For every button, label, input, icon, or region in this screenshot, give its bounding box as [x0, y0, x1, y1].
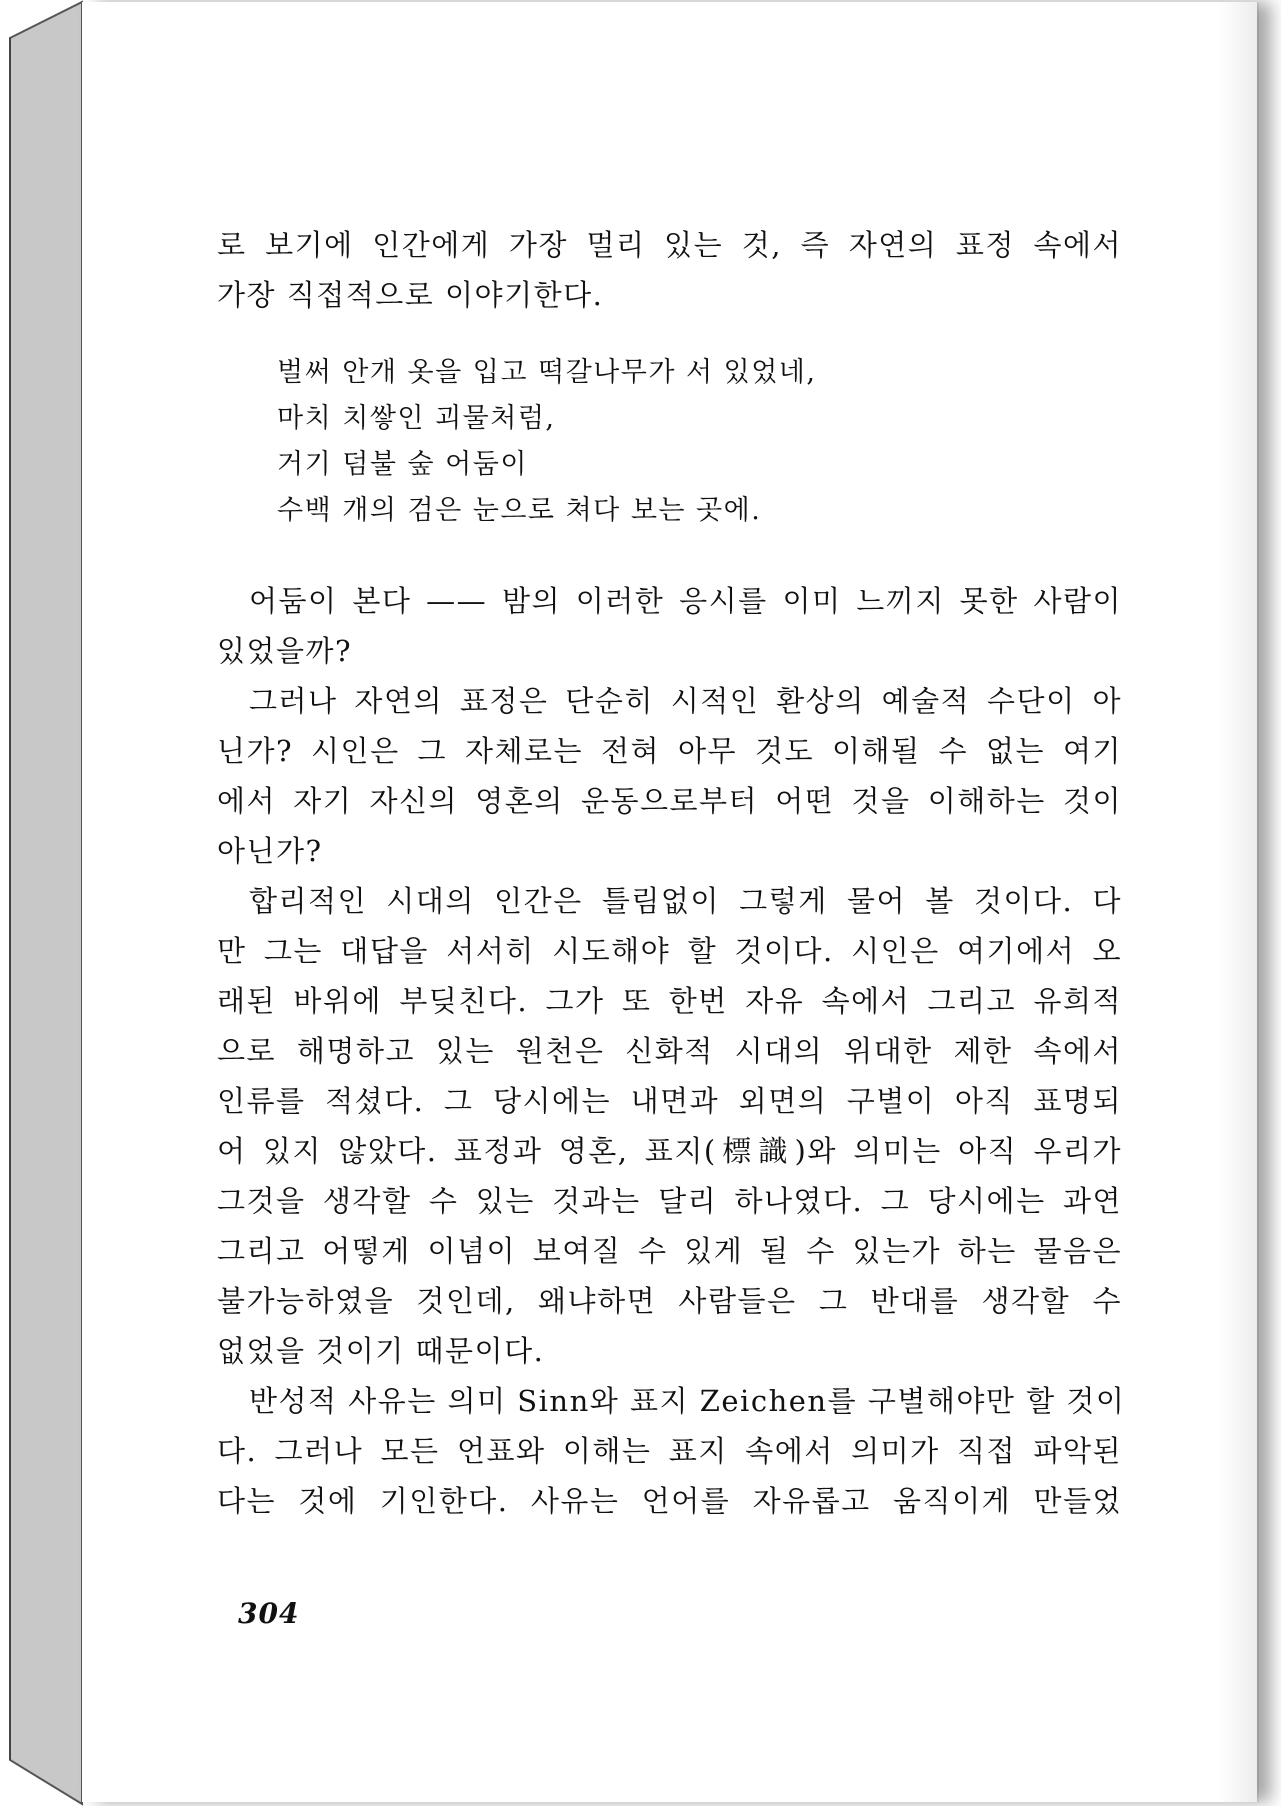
- poem-line: 거기 덤불 숲 어둠이: [277, 449, 528, 480]
- text-line: 닌가? 시인은 그 자체로는 전혀 아무 것도 이해될 수 없는 여기: [217, 734, 1122, 768]
- text-line: 있었을까?: [217, 634, 353, 668]
- text-line: 그리고 어떻게 이념이 보여질 수 있게 될 수 있는가 하는 물음은: [217, 1234, 1122, 1268]
- text-line: 합리적인 시대의 인간은 틀림없이 그렇게 물어 볼 것이다. 다: [249, 884, 1122, 918]
- text-line: 어 있지 않았다. 표정과 영혼, 표지(標識)와 의미는 아직 우리가: [217, 1134, 1122, 1168]
- page-edge-shadow: [1219, 2, 1259, 1802]
- text-line: 가장 직접적으로 이야기한다.: [217, 278, 604, 312]
- text-line: 만 그는 대답을 서서히 시도해야 할 것이다. 시인은 여기에서 오: [217, 934, 1122, 968]
- text-line: 다는 것에 기인한다. 사유는 언어를 자유롭고 움직이게 만들었: [217, 1484, 1122, 1518]
- poem-line: 마치 치쌓인 괴물처럼,: [277, 403, 556, 434]
- text-line: 래된 바위에 부딪친다. 그가 또 한번 자유 속에서 그리고 유희적: [217, 984, 1122, 1018]
- poem-quote: [217, 350, 1122, 534]
- text-line: 불가능하였을 것인데, 왜냐하면 사람들은 그 반대를 생각할 수: [217, 1284, 1122, 1318]
- text-line: 없었을 것이기 때문이다.: [217, 1334, 545, 1368]
- intro-paragraph: [217, 220, 1122, 320]
- poem-line: 수백 개의 검은 눈으로 쳐다 보는 곳에.: [277, 495, 762, 526]
- text-line: 그것을 생각할 수 있는 것과는 달리 하나였다. 그 당시에는 과연: [217, 1184, 1122, 1218]
- text-line: 로 보기에 인간에게 가장 멀리 있는 것, 즉 자연의 표정 속에서: [217, 228, 1122, 262]
- text-line: 다. 그러나 모든 언표와 이해는 표지 속에서 의미가 직접 파악된: [217, 1434, 1122, 1468]
- text-line: 그러나 자연의 표정은 단순히 시적인 환상의 예술적 수단이 아: [249, 684, 1122, 718]
- text-line: 반성적 사유는 의미 Sinn와 표지 Zeichen를 구별해야만 할 것이: [249, 1384, 1126, 1418]
- text-line: 어둠이 본다 —— 밤의 이러한 응시를 이미 느끼지 못한 사람이: [249, 584, 1122, 618]
- paragraph: [217, 576, 1122, 676]
- text-line: 인류를 적셨다. 그 당시에는 내면과 외면의 구별이 아직 표명되: [217, 1084, 1122, 1118]
- text-line: 으로 해명하고 있는 원천은 신화적 시대의 위대한 제한 속에서: [217, 1034, 1122, 1068]
- paragraph: [217, 876, 1122, 1376]
- paragraph: [217, 1376, 1126, 1526]
- page-text: [217, 220, 1126, 1526]
- poem-line: 벌써 안개 옷을 입고 떡갈나무가 서 있었네,: [277, 357, 817, 388]
- text-line: 아닌가?: [217, 834, 323, 868]
- text-line: 에서 자기 자신의 영혼의 운동으로부터 어떤 것을 이해하는 것이: [217, 784, 1122, 818]
- page-number: 304: [238, 1597, 300, 1630]
- paragraph: [217, 676, 1122, 876]
